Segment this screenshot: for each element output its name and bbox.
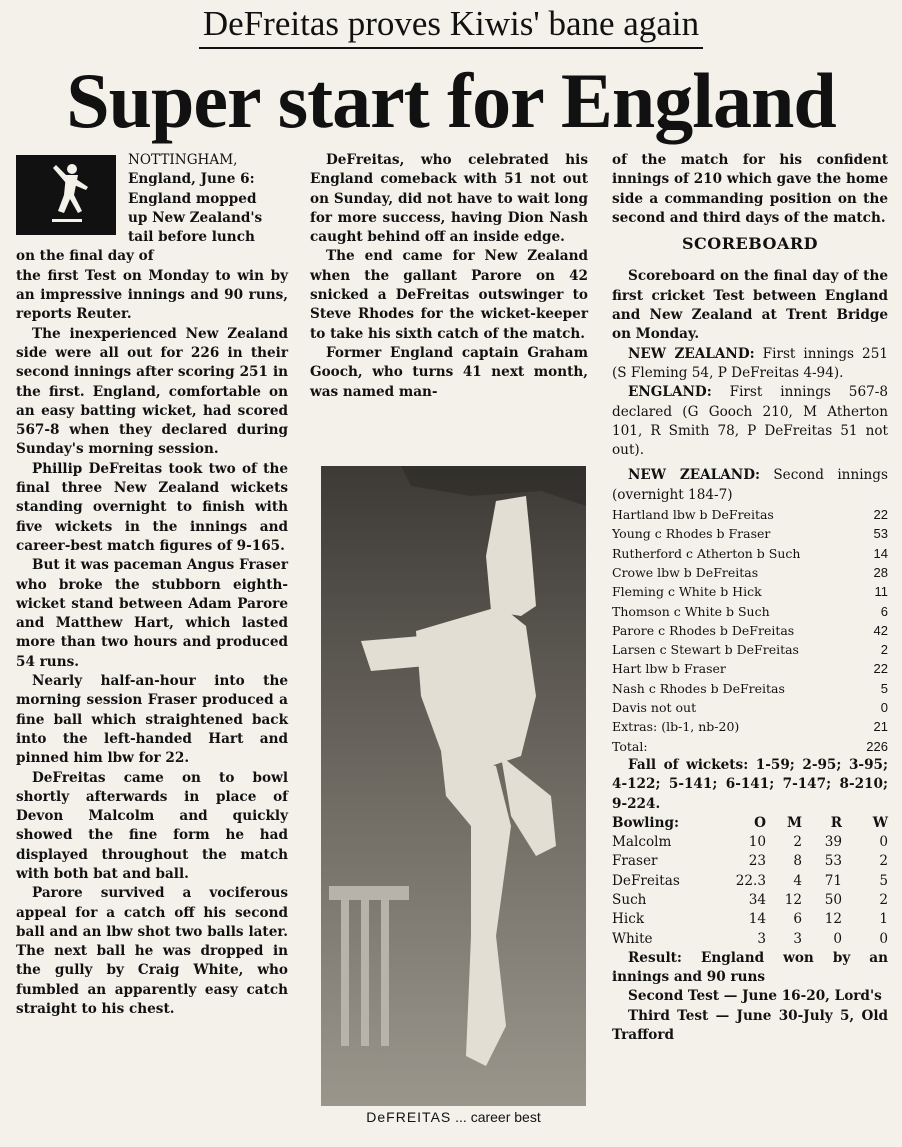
table-cell: Davis not out [612,700,697,716]
table-cell: Such [612,891,647,908]
main-headline: Super start for England [66,57,836,144]
table-cell: Fraser [612,853,658,870]
text-span: First innings 251 (S Fleming 54, P DeFreitas 4-94). [612,345,888,381]
table-cell: 5 [880,680,888,696]
table-cell: 4 [793,872,802,889]
table-cell: 28 [873,564,888,580]
table-cell: DeFreitas [612,872,680,889]
table-cell: 21 [873,719,888,735]
table-cell: 0 [880,700,888,716]
text-span: up New Zealand's [128,209,263,226]
table-row [612,698,888,717]
table-cell: 6 [793,911,802,928]
table-cell: White [612,930,653,947]
text-span: tail before lunch [128,229,255,246]
table-cell: 12 [784,891,802,908]
table-cell: Larsen c Stewart b DeFreitas [612,642,799,658]
table-row [612,563,888,582]
article-paragraph: of the match for his confident innings of 210 which gave the home side a commanding position on the second and third days of the match. [612,152,888,226]
table-cell: Total: [612,738,648,754]
table-cell: Hartland lbw b DeFreitas [612,507,774,523]
article-column-1 [16,151,288,1019]
text-span: Second innings (overnight 184-7) [612,467,888,503]
article-paragraph: DeFreitas, who celebrated his England comeback with 51 not out on Sunday, did not have to wait long for more success, having Dion Nash caught behind off an inside edge. [310,152,588,246]
bowler-silhouette-icon [16,155,116,235]
bowling-table [612,814,888,949]
kicker-headline [0,6,902,49]
match-result: Result: England won by an innings and 90 runs [612,949,888,986]
article-column-3 [612,151,888,1045]
table-cell: 50 [824,891,842,908]
table-cell: Bowling: [612,814,679,831]
text-span: England, June 6: [128,171,255,188]
eng-first-innings [612,383,888,460]
table-cell: 0 [879,930,888,947]
table-cell: 34 [748,891,766,908]
table-cell: 6 [880,603,888,619]
nz-second-innings [612,466,888,505]
table-cell: 22 [873,507,888,523]
table-cell: Nash c Rhodes b DeFreitas [612,680,785,696]
table-cell: Hart lbw b Fraser [612,661,726,677]
article-paragraph: Parore survived a vociferous appeal for a catch off his second ball and an lbw shot two balls later. The next ball he was dropped in the gully by Craig White, who fumbled an apparently easy catch straight to his chest. [16,885,288,1018]
text-span: DeFREITAS [366,1109,452,1125]
table-cell: Malcolm [612,834,672,851]
fall-of-wickets: Fall of wickets: 1-59; 2-95; 3-95; 4-122; 5-141; 6-141; 7-147; 8-210; 9-224. [612,756,888,812]
table-cell: 42 [873,622,888,638]
article-paragraph: DeFreitas came on to bowl shortly afterwards in place of Devon Malcolm and quickly showed the fine form he had displayed throughout the match with both bat and ball. [16,769,288,882]
photo-caption [321,1109,586,1125]
bowler-photo [321,466,586,1106]
table-row [612,659,888,678]
text-span: First innings 567-8 declared (G Gooch 210, M Atherton 101, R Smith 78, P DeFreitas 51 not out). [612,384,888,459]
table-cell: 0 [879,834,888,851]
table-cell: Fleming c White b Hick [612,584,762,600]
text-span: NEW ZEALAND: [628,345,755,362]
table-cell: 2 [880,642,888,658]
article-paragraph: Nearly half-an-hour into the morning session Fraser produced a fine ball which straightened back into the left-handed Hart and pinned him lbw for 22. [16,673,288,767]
table-row [612,717,888,736]
table-cell: W [872,814,888,831]
article-paragraph: But it was paceman Angus Fraser who broke the stubborn eighth-wicket stand between Adam Parore and Matthew Hart, which lasted more than two hours and produced 54 runs. [16,557,288,670]
table-cell: 2 [879,891,888,908]
table-cell: M [786,814,802,831]
table-row [612,640,888,659]
lead-paragraph-rest: the first Test on Monday to win by an impressive innings and 90 runs, reports Reuter. [16,267,288,323]
text-span: ... career best [451,1109,541,1125]
article-paragraph: The end came for New Zealand when the gallant Parore on 42 snicked a DeFreitas outswinger to Steve Rhodes for the wicket-keeper to take his sixth catch of the match. [310,248,588,342]
table-cell: 14 [873,545,888,561]
table-cell: Crowe lbw b DeFreitas [612,564,759,580]
article-paragraph: Former England captain Graham Gooch, who turns 41 next month, was named man- [310,344,588,400]
article-paragraph: Phillip DeFreitas took two of the final three New Zealand wickets standing overnight to finish with five wickets in the innings and career-best match figures of 9-165. [16,460,288,554]
scoreboard-title: SCOREBOARD [681,234,819,254]
text-span: DeFreitas proves Kiwis' bane again [199,6,703,49]
table-row [612,737,888,756]
article-column-2 [310,151,588,402]
table-cell: 226 [866,738,888,754]
table-row [612,544,888,563]
table-cell: 12 [824,911,842,928]
article-paragraph: The inexperienced New Zealand side were all out for 226 in their second innings after scoring 251 in the first. England, comfortable on an easy batting wicket, had scored 567-8 when they declared during Sunday's morning session. [16,325,288,458]
scoreboard-intro: Scoreboard on the final day of the first cricket Test between England and New Zealand at Trent Bridge on Monday. [612,268,888,343]
table-cell: 53 [824,853,842,870]
table-cell: 8 [793,853,802,870]
table-cell: 10 [748,834,766,851]
table-cell: 3 [793,930,802,947]
text-span: on the final day of [16,248,154,265]
third-test-info: Third Test — June 30-July 5, Old Trafford [612,1007,888,1044]
table-cell: 39 [824,834,842,851]
table-cell: Rutherford c Atherton b Such [612,545,801,561]
table-cell: 1 [879,911,888,928]
table-row [612,524,888,543]
nz-first-innings [612,345,888,384]
table-row [612,505,888,524]
table-cell: 71 [824,872,842,889]
table-cell: 2 [879,853,888,870]
table-cell: 0 [833,930,842,947]
table-cell: Young c Rhodes b Fraser [612,526,771,542]
text-span: NEW ZEALAND: [628,467,760,484]
text-span: England mopped [128,190,257,207]
table-row [612,679,888,698]
text-span: NOTTINGHAM, [128,152,238,168]
table-cell: 23 [748,853,766,870]
table-cell: Thomson c White b Such [612,603,770,619]
text-span: ENGLAND: [628,384,712,401]
table-row [612,582,888,601]
table-row [612,621,888,640]
table-cell: 2 [793,834,802,851]
table-cell: 3 [757,930,766,947]
table-row [612,602,888,621]
table-cell: 22 [873,661,888,677]
table-cell: Parore c Rhodes b DeFreitas [612,622,795,638]
table-cell: R [830,814,842,831]
table-cell: Extras: (lb-1, nb-20) [612,719,740,735]
table-cell: 22.3 [735,872,766,889]
table-cell: O [754,814,766,831]
table-cell: 53 [873,526,888,542]
table-cell: 11 [874,584,888,600]
table-cell: 5 [879,872,888,889]
table-cell: Hick [612,911,645,928]
batting-card [612,505,888,756]
table-cell: 14 [748,911,766,928]
second-test-info: Second Test — June 16-20, Lord's [628,988,882,1005]
